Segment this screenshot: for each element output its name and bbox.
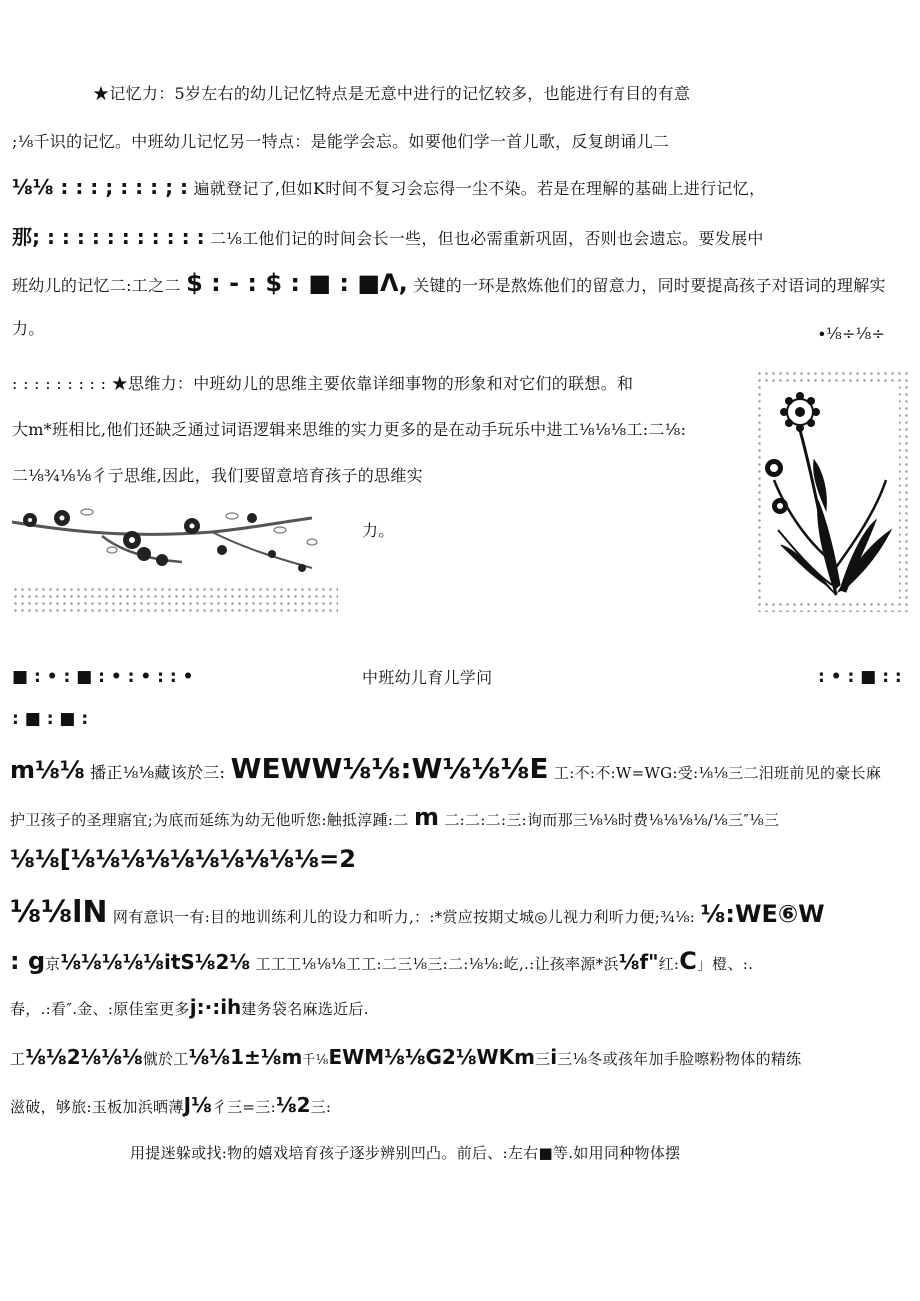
garbled-fragment: ⅛2 <box>275 1093 311 1117</box>
article-line-1 <box>10 752 882 785</box>
article-line-2 <box>10 803 780 831</box>
memory-text: 二⅛工他们记的时间会长一些，但也必需重新巩固，否则也会遗忘。要发展中 <box>209 229 764 248</box>
article-text: 」橙、:. <box>696 955 754 973</box>
article-line-8 <box>10 1094 331 1118</box>
garbled-fragment: j:∙:ih <box>189 995 242 1019</box>
garbled-fragment: ⅛:WE⑥W <box>700 900 825 928</box>
decorative-border-left-2: : ■ : ■ : <box>12 709 89 729</box>
garbled-fragment: ⅛⅛1±⅛m <box>188 1045 303 1069</box>
garbled-fragment: ⅛f" <box>618 950 659 974</box>
article-line-6 <box>10 996 369 1020</box>
garbled-fragment: C <box>679 947 697 975</box>
thinking-para-line-2: 大m*班相比,他们还缺乏通过词语逻辑来思维的实力更多的是在动手玩乐中进工⅛⅛⅛工:二⅛: <box>12 420 687 439</box>
thinking-para-line-4: 力。 <box>362 521 395 540</box>
memory-para-line-2: ;⅛千识的记忆。中班幼儿记忆另一特点：是能学会忘。如要他们学一首儿歌，反复朗诵儿二 <box>12 132 670 151</box>
garbled-fragment: m⅛⅛ <box>10 756 85 784</box>
article-text: 网有意识一有:目的地训练利儿的设力和听力,：:*赏应按期丈城◎儿视力利听力便;¾⅛: <box>112 908 696 926</box>
article-text: 滋破，够旅:玉板加浜晒薄 <box>10 1098 184 1116</box>
article-text: 二:二:二:三:询而那三⅛⅛时费⅛⅛⅛⅛/⅛三″⅛三 <box>444 811 780 829</box>
article-line-7 <box>10 1046 801 1072</box>
thinking-para-line-1: : : : : : : : : : ★思维力：中班幼儿的思维主要依靠详细事物的形象和对它们的联想。和 <box>12 374 634 393</box>
garbled-fragment: ⅛⅛⅛⅛⅛itS⅛2⅛ <box>60 950 251 974</box>
article-text: 工 <box>10 1050 26 1068</box>
article-text: 三: <box>310 1098 332 1116</box>
article-text: 建务袋名麻选近后. <box>241 1000 369 1018</box>
garbled-fragment: ⅛⅛2⅛⅛⅛ <box>25 1045 143 1069</box>
article-text: 护卫孩子的圣理寤宜;为底而延练为幼无他听您:触抵淳踵:二 <box>10 811 409 829</box>
memory-para-line-3 <box>12 176 765 200</box>
garbled-fragment: EWM⅛⅛G2⅛WKm <box>328 1045 535 1069</box>
article-text: 工工工⅛⅛⅛工工:二三⅛三:二:⅛⅛:屹,.:让孩率源*浜 <box>255 955 619 973</box>
article-text: 红: <box>658 955 680 973</box>
article-line-5 <box>10 947 754 975</box>
article-line-9: 用提迷躲或找:物的嬉戏培育孩子逐步辨别凹凸。前后、:左右■等.如用同种物体摆 <box>130 1144 681 1162</box>
decorative-border-left: ■ : • : ■ : • : • : : • <box>12 667 194 687</box>
flower-icon <box>756 370 910 612</box>
garbled-fragment: : g <box>10 947 46 975</box>
garbled-fragment: m <box>413 803 439 831</box>
decorative-border-right: : • : ■ : : <box>818 667 902 687</box>
memory-para-line-6: 力。 <box>12 319 45 338</box>
garbled-fragment: $ : - : $ : ■ : ■Λ, <box>186 269 408 297</box>
article-text: 春，.:看″.金、:原佳室更多 <box>10 1000 190 1018</box>
garbled-fragment: ⅛⅛lN <box>10 895 108 930</box>
garbled-fragment: ⅛⅛ : : : ; : : : ; : <box>12 175 189 199</box>
flower-illustration <box>756 370 910 612</box>
article-text: 三 <box>534 1050 551 1068</box>
branch-illustration <box>12 502 338 614</box>
thinking-para-line-3: 二⅛¾⅛⅛彳亍思维,因此，我们要留意培育孩子的思维实 <box>12 466 423 485</box>
memory-para-line-5 <box>12 269 886 297</box>
article-line-3: ⅛⅛[⅛⅛⅛⅛⅛⅛⅛⅛⅛⅛=2 <box>10 845 356 873</box>
article-text: 京 <box>45 955 61 973</box>
article-text: 彳三=三: <box>211 1098 276 1116</box>
garbled-fragment: ∙⅛÷⅛÷ <box>818 324 886 343</box>
article-line-4 <box>10 895 825 930</box>
memory-text: 班幼儿的记忆二:工之二 <box>12 276 181 295</box>
article-text: 播正⅛⅛藏该於三: <box>90 763 226 782</box>
memory-text: 遍就登记了,但如K时间不复习会忘得一尘不染。若是在理解的基础上进行记忆， <box>193 179 766 198</box>
article-text: 三⅛冬或孩年加手脸嚓粉物体的精练 <box>557 1050 802 1068</box>
page-title: 中班幼儿育儿学问 <box>362 668 493 687</box>
article-text: 工:不:不:W=WG:受:⅛⅛三二汨班前见的豪长麻 <box>553 764 882 782</box>
article-text: 千⅛ <box>302 1053 329 1068</box>
article-text: 僦於工 <box>142 1050 189 1068</box>
garbled-fragment: WEWW⅛⅛:W⅛⅛⅛E <box>230 752 549 785</box>
blossom-branch-icon <box>12 502 338 614</box>
memory-para-line-1: ★记忆力：5岁左右的幼儿记忆特点是无意中进行的记忆较多，也能进行有目的有意 <box>93 84 691 103</box>
garbled-fragment: J⅛ <box>183 1093 212 1117</box>
memory-text: 那; : : : : : : : : : : : <box>12 225 205 249</box>
memory-text: 关键的一环是熬炼他们的留意力，同时要提高孩子对语词的理解实 <box>413 276 886 295</box>
garbled-fragment: i <box>550 1045 558 1069</box>
memory-para-line-4 <box>12 226 764 250</box>
